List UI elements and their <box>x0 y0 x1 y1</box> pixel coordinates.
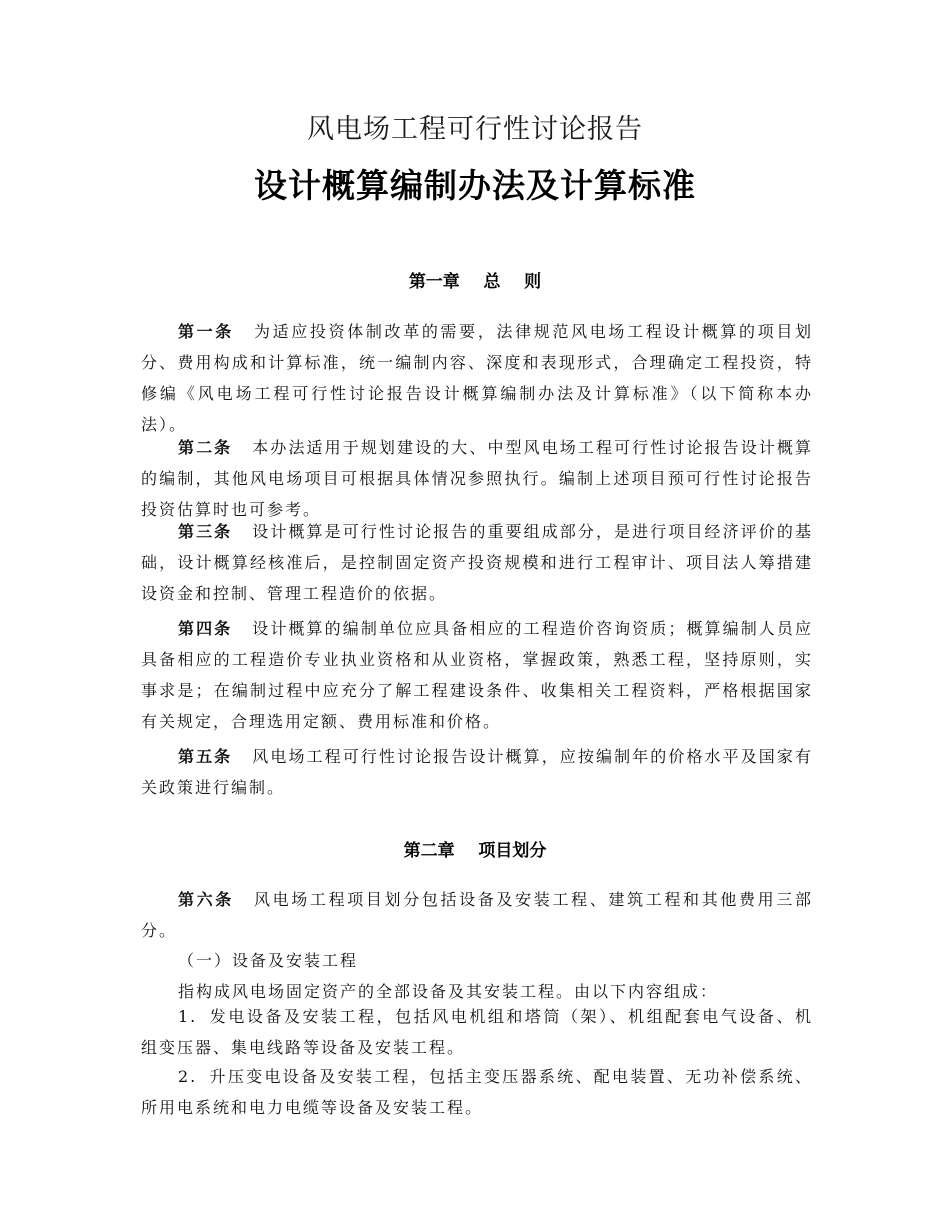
chapter-1-heading: 第一章 总 则 <box>408 272 542 292</box>
article-1 <box>141 316 813 440</box>
article-2 <box>141 432 813 525</box>
document-subtitle: 风电场工程可行性讨论报告 <box>307 114 643 145</box>
list-item-text: 发电设备及安装工程，包括风电机组和塔筒（架）、机组配套电气设备、机组变压器、集电线路等设备及安装工程。 <box>141 1007 813 1057</box>
chapter-2-heading: 第二章 项目划分 <box>403 841 547 861</box>
document-title: 设计概算编制办法及计算标准 <box>254 166 696 205</box>
list-item <box>141 1001 813 1063</box>
section-intro: 指构成风电场固定资产的全部设备及其安装工程。由以下内容组成： <box>178 982 719 1001</box>
list-item <box>141 1061 813 1123</box>
article-6 <box>141 884 813 946</box>
article-label: 第四条 <box>178 619 233 638</box>
article-label: 第二条 <box>178 438 233 457</box>
article-text: 为适应投资体制改革的需要，法律规范风电场工程设计概算的项目划分、费用构成和计算标准，统一编制内容、深度和表现形式，合理确定工程投资，特修编《风电场工程可行性讨论报告设计概算编制办法及计算标准》（以下简称本办法）。 <box>141 322 813 434</box>
article-label: 第六条 <box>178 890 234 909</box>
article-label: 第三条 <box>178 522 233 541</box>
list-item-text: 升压变电设备及安装工程，包括主变压器系统、配电装置、无功补偿系统、所用电系统和电力电缆等设备及安装工程。 <box>141 1067 813 1117</box>
article-5 <box>141 741 813 803</box>
article-text: 本办法适用于规划建设的大、中型风电场工程可行性讨论报告设计概算的编制，其他风电场项目可根据具体情况参照执行。编制上述项目预可行性讨论报告投资估算时也可参考。 <box>141 438 813 519</box>
article-label: 第五条 <box>178 747 233 766</box>
article-text: 风电场工程可行性讨论报告设计概算，应按编制年的价格水平及国家有关政策进行编制。 <box>141 747 813 797</box>
section-title: （一）设备及安装工程 <box>178 951 359 970</box>
list-item-number: 2. <box>178 1067 198 1086</box>
article-text: 设计概算的编制单位应具备相应的工程造价咨询资质；概算编制人员应具备相应的工程造价专业执业资格和从业资格，掌握政策，熟悉工程，坚持原则，实事求是；在编制过程中应充分了解工程建设条件、收集相关工程资料，严格根据国家有关规定，合理选用定额、费用标准和价格。 <box>141 619 813 731</box>
article-text: 风电场工程项目划分包括设备及安装工程、建筑工程和其他费用三部分。 <box>141 890 813 940</box>
article-4 <box>141 613 813 737</box>
article-label: 第一条 <box>178 322 234 341</box>
article-text: 设计概算是可行性讨论报告的重要组成部分，是进行项目经济评价的基础，设计概算经核准后，是控制固定资产投资规模和进行工程审计、项目法人筹措建设资金和控制、管理工程造价的依据。 <box>141 522 813 603</box>
article-3 <box>141 516 813 609</box>
list-item-number: 1. <box>178 1007 198 1026</box>
